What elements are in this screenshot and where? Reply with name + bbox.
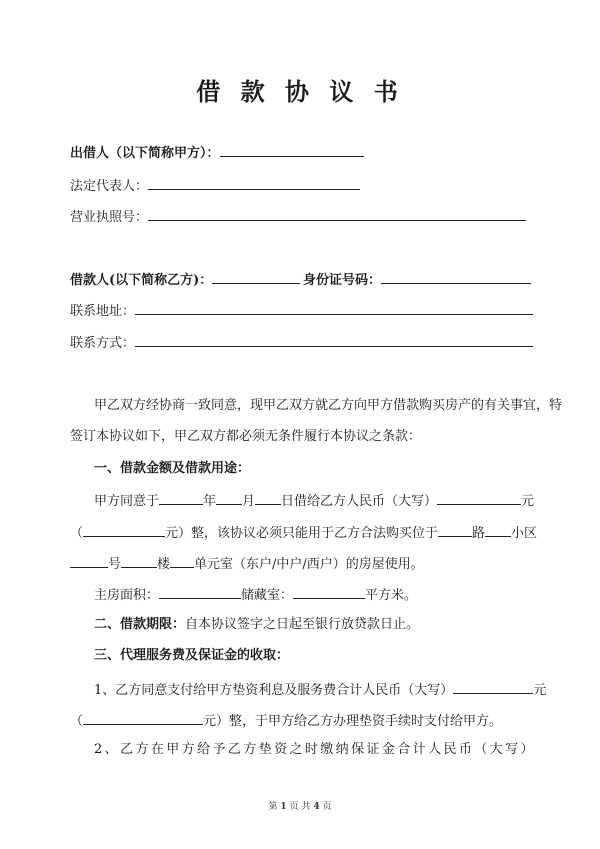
intro-line-1: 甲乙双方经协商一致同意，现甲乙双方就乙方向甲方借款购买房产的有关事宜，特 xyxy=(94,398,563,413)
day-blank[interactable] xyxy=(255,490,281,505)
fee-uppercase-blank[interactable] xyxy=(453,679,533,694)
footer-suffix: 页 xyxy=(322,802,332,812)
lender-blank[interactable] xyxy=(220,142,364,157)
text-purpose: 元）整，该协议必须只能用于乙方合法购买位于 xyxy=(165,526,439,541)
text-month: 月 xyxy=(242,494,256,509)
id-number-label: 身份证号码： xyxy=(303,273,382,288)
page-total: 4 xyxy=(313,802,320,812)
license-blank[interactable] xyxy=(148,206,526,221)
id-number-field xyxy=(303,269,531,290)
intro-line-2: 签订本协议如下，甲乙双方都必须无条件履行本协议之条款： xyxy=(70,429,422,444)
community-blank[interactable] xyxy=(485,522,511,537)
legal-rep-field xyxy=(70,175,360,196)
text-building: 楼 xyxy=(157,557,171,572)
text-unit-room: 单元室（东户/中户/西户）的房屋使用。 xyxy=(194,557,424,572)
text-yuan: 元 xyxy=(521,494,535,509)
contact-field xyxy=(70,332,533,353)
address-field xyxy=(70,300,533,321)
section-2-heading: 二、借款期限： xyxy=(94,617,186,632)
lender-field xyxy=(70,142,364,163)
text-yuan-2: 元 xyxy=(533,683,547,698)
area-line xyxy=(94,584,417,605)
legal-rep-label: 法定代表人： xyxy=(70,179,149,194)
text-agree-on: 甲方同意于 xyxy=(94,494,160,509)
borrower-label: 借款人(以下简称乙方)： xyxy=(70,273,213,288)
number-blank[interactable] xyxy=(70,553,108,568)
purpose-line xyxy=(70,522,537,543)
contact-blank[interactable] xyxy=(135,332,533,347)
lender-label: 出借人（以下简称甲方）： xyxy=(70,146,220,161)
text-storage: 储藏室： xyxy=(241,588,294,603)
fee-line xyxy=(94,679,546,700)
amount-uppercase-blank[interactable] xyxy=(437,490,521,505)
text-fee-paid: 元）整，于甲方给乙方办理垫资手续时支付给甲方。 xyxy=(203,714,503,729)
document-title: 借 款 协 议 书 xyxy=(196,77,404,106)
footer-prefix: 第 xyxy=(268,802,278,812)
amount-line xyxy=(94,490,534,511)
amount-digits-blank[interactable] xyxy=(83,522,165,537)
year-blank[interactable] xyxy=(159,490,203,505)
license-label: 营业执照号： xyxy=(70,210,149,225)
storage-blank[interactable] xyxy=(293,584,365,599)
footer-mid: 页 共 xyxy=(289,802,311,812)
id-number-blank[interactable] xyxy=(381,269,531,284)
unit-blank[interactable] xyxy=(170,553,194,568)
fee-digits-line xyxy=(70,710,502,731)
text-community: 小区 xyxy=(511,526,538,541)
text-open-paren-2: （ xyxy=(70,714,84,729)
fee-digits-blank[interactable] xyxy=(83,710,203,725)
text-sqm: 平方米。 xyxy=(365,588,418,603)
borrower-field xyxy=(70,269,300,290)
legal-rep-blank[interactable] xyxy=(148,175,360,190)
section-1-heading: 一、借款金额及借款用途： xyxy=(94,461,251,476)
borrower-blank[interactable] xyxy=(212,269,300,284)
text-lend-rmb: 日借给乙方人民币（大写） xyxy=(281,494,438,509)
address-label: 联系地址： xyxy=(70,304,136,319)
text-fee: 1、乙方同意支付给甲方垫资利息及服务费合计人民币（大写） xyxy=(94,683,454,698)
road-blank[interactable] xyxy=(438,522,472,537)
page-number: 1 xyxy=(280,802,287,812)
text-number: 号 xyxy=(108,557,122,572)
text-year: 年 xyxy=(203,494,217,509)
page-footer xyxy=(0,799,600,812)
deposit-line: 2、乙方在甲方给予乙方垫资之时缴纳保证金合计人民币（大写） xyxy=(94,742,536,757)
license-field xyxy=(70,206,526,227)
section-2 xyxy=(94,616,419,634)
section-2-text: 自本协议签字之日起至银行放贷款日止。 xyxy=(185,617,420,632)
month-blank[interactable] xyxy=(216,490,242,505)
section-3-heading: 三、代理服务费及保证金的收取： xyxy=(94,648,290,663)
contact-label: 联系方式： xyxy=(70,336,136,351)
address-blank[interactable] xyxy=(135,300,533,315)
main-area-blank[interactable] xyxy=(159,584,241,599)
building-blank[interactable] xyxy=(121,553,157,568)
text-road: 路 xyxy=(472,526,486,541)
text-main-area: 主房面积： xyxy=(94,588,160,603)
unit-line xyxy=(70,553,424,574)
text-open-paren: （ xyxy=(70,526,84,541)
